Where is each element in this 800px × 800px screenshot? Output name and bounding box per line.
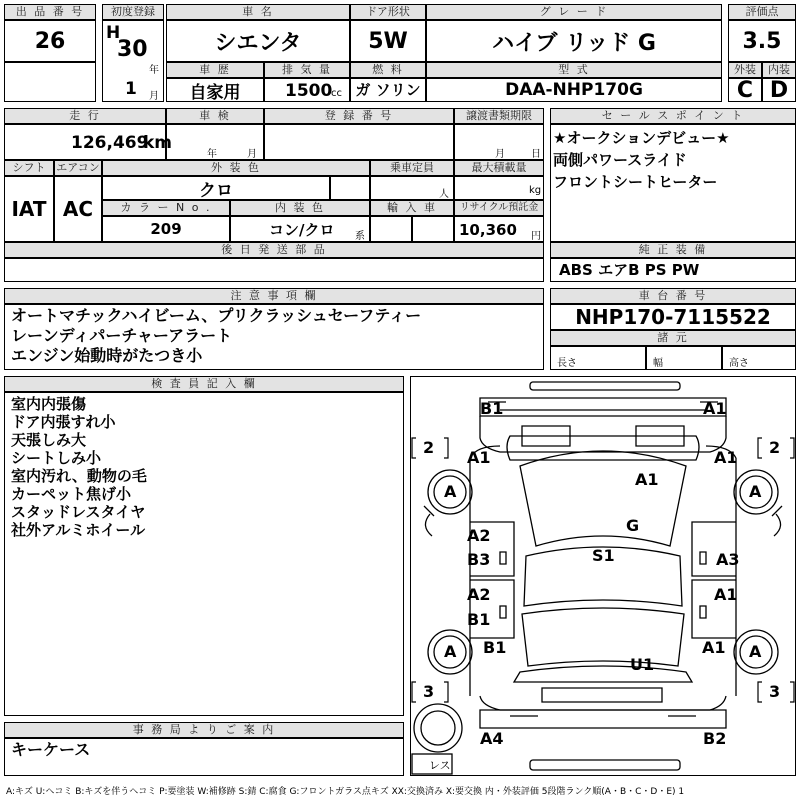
mark-wheel-fl: A — [444, 482, 457, 501]
note-item: オートマチックハイビーム、プリクラッシュセーフティー — [11, 306, 422, 325]
mark-rear-left: A4 — [480, 729, 504, 748]
era: H — [106, 23, 121, 43]
exterior-color-label: 外 装 色 — [102, 160, 370, 176]
transfer-deadline-cell — [454, 124, 544, 160]
inspector-note-item: 社外アルミホイール — [11, 521, 146, 539]
mark-wheel-rl: A — [444, 642, 457, 661]
door-type: 5W — [350, 20, 426, 62]
inspector-notes-label: 検 査 員 記 入 欄 — [4, 376, 404, 392]
sales-point-item: ★オークションデビュー★ — [553, 129, 730, 147]
mark-door-rl-a: A2 — [467, 585, 491, 604]
recycle-cell — [454, 216, 544, 242]
bracket-rear-right: 3 — [769, 682, 781, 701]
mark-door-fr: A3 — [716, 550, 740, 569]
displacement-cell — [264, 78, 350, 102]
mark-hood: A1 — [635, 470, 659, 489]
mark-fender-right: A1 — [714, 448, 738, 467]
shift-label: シフト — [4, 160, 54, 176]
width-cell — [646, 346, 722, 370]
inspector-notes — [4, 392, 404, 716]
lot-label: 出 品 番 号 — [4, 4, 96, 20]
registration-number — [264, 124, 454, 160]
inspector-note-item: カーペット焦げ小 — [11, 485, 132, 503]
interior-color-unit: 系 — [355, 231, 365, 242]
import-right — [412, 216, 454, 242]
length-label: 長さ — [557, 358, 577, 369]
chassis-number: NHP170-7115522 — [550, 304, 796, 330]
grade-label: グ レ ー ド — [426, 4, 722, 20]
mark-fender-left: A1 — [467, 448, 491, 467]
spare-tire-label: レス — [429, 759, 451, 772]
exterior-grade-label: 外装 — [728, 62, 762, 78]
inspection-month-unit: 月 — [247, 149, 257, 160]
height-label: 高さ — [729, 358, 749, 369]
inspection-year-unit: 年 — [207, 149, 217, 160]
interior-grade: D — [762, 78, 796, 102]
shift: IAT — [4, 176, 54, 242]
max-load-label: 最大積載量 — [454, 160, 544, 176]
interior-color: コン/クロ — [269, 221, 335, 239]
month-unit: 月 — [149, 91, 159, 102]
mark-rear: U1 — [630, 655, 655, 674]
registration-number-label: 登 録 番 号 — [264, 108, 454, 124]
notes — [4, 304, 544, 370]
mark-quarter-right: A1 — [702, 638, 726, 657]
bracket-front-left: 2 — [423, 438, 435, 457]
mileage-unit: km — [143, 133, 173, 153]
length-cell — [550, 346, 646, 370]
max-load-unit: kg — [529, 185, 542, 196]
office-note: キーケース — [4, 738, 404, 776]
note-item: レーンディパーチャーアラート — [11, 326, 233, 345]
recycle-deposit: 10,360 — [459, 221, 517, 239]
aircon: AC — [54, 176, 102, 242]
mark-door-rr: A1 — [714, 585, 738, 604]
sales-points-label: セ ー ル ス ポ イ ン ト — [550, 108, 796, 124]
color-number-label: カ ラ ー N o . — [102, 200, 230, 216]
import-left — [370, 216, 412, 242]
displacement-unit: cc — [331, 88, 342, 99]
exterior-color-sub — [330, 176, 370, 200]
lot-number: 26 — [4, 20, 96, 62]
max-load-cell — [454, 176, 544, 200]
history: 自家用 — [166, 78, 264, 102]
transfer-deadline-label: 譲渡書類期限 — [454, 108, 544, 124]
transfer-month-unit: 月 — [495, 149, 505, 160]
interior-grade-label: 内装 — [762, 62, 796, 78]
aircon-label: エアコン — [54, 160, 102, 176]
car-name: シエンタ — [166, 20, 350, 62]
interior-color-label: 内 装 色 — [230, 200, 370, 216]
sales-point-item: フロントシートヒーター — [553, 173, 718, 191]
car-name-label: 車 名 — [166, 4, 350, 20]
sales-points — [550, 124, 796, 242]
dimensions-label: 諸 元 — [550, 330, 796, 346]
recycle-label: リサイクル預託金 — [454, 200, 544, 216]
width-label: 幅 — [653, 358, 663, 369]
model-label: 型 式 — [426, 62, 722, 78]
later-parts-label: 後 日 発 送 部 品 — [4, 242, 544, 258]
registration-year: 30 — [117, 37, 148, 62]
inspector-note-item: 天張しみ大 — [11, 431, 87, 449]
note-item: エンジン始動時がたつき小 — [11, 346, 203, 365]
inspection-cell — [166, 124, 264, 160]
transfer-day-unit: 日 — [531, 149, 541, 160]
first-registration-label: 初度登録 — [102, 4, 164, 20]
inspector-note-item: 室内汚れ、動物の毛 — [11, 467, 147, 485]
color-number: 209 — [102, 216, 230, 242]
car-diagram — [410, 376, 796, 776]
office-note-label: 事 務 局 よ り ご 案 内 — [4, 722, 404, 738]
capacity-cell — [370, 176, 454, 200]
model: DAA-NHP170G — [426, 78, 722, 102]
score-label: 評価点 — [728, 4, 796, 20]
mark-roof: S1 — [592, 546, 615, 565]
inspector-note-item: スタッドレスタイヤ — [11, 503, 146, 521]
chassis-number-label: 車 台 番 号 — [550, 288, 796, 304]
mileage: 126,469 — [71, 133, 149, 153]
displacement-label: 排 気 量 — [264, 62, 350, 78]
damage-legend: A:キズ U:ヘコミ B:キズを伴うヘコミ P:要塗装 W:補修跡 S:錆 C:腐食 G:フロントガラス点キズ XX:交換済み X:要交換 内・外装評価 5段階ランク順(A・B・C・D・E) 1 — [6, 787, 685, 797]
mark-front-right: A1 — [703, 399, 727, 418]
exterior-color: クロ — [102, 176, 330, 200]
mark-door-rl-b: B1 — [467, 610, 491, 629]
registration-month: 1 — [125, 79, 137, 99]
bracket-rear-left: 3 — [423, 682, 435, 701]
interior-color-cell — [230, 216, 370, 242]
mark-wheel-rr: A — [749, 642, 762, 661]
first-registration — [102, 20, 164, 102]
notes-label: 注 意 事 項 欄 — [4, 288, 544, 304]
mark-front-left: B1 — [480, 399, 504, 418]
inspector-note-item: ドア内張すれ小 — [11, 413, 116, 431]
door-label: ドア形状 — [350, 4, 426, 20]
later-parts — [4, 258, 544, 282]
mileage-label: 走 行 — [4, 108, 166, 124]
score: 3.5 — [728, 20, 796, 62]
fuel-label: 燃 料 — [350, 62, 426, 78]
mark-door-fl-a: A2 — [467, 526, 491, 545]
mileage-cell — [4, 124, 173, 160]
capacity-label: 乗車定員 — [370, 160, 454, 176]
history-label: 車 歴 — [166, 62, 264, 78]
inspection-label: 車 検 — [166, 108, 264, 124]
mark-rear-right: B2 — [703, 729, 727, 748]
genuine-equipment: ABS エアB PS PW — [550, 258, 796, 282]
inspector-note-item: シートしみ小 — [11, 449, 102, 467]
exterior-grade: C — [728, 78, 762, 102]
grade: ハイブ リッド G — [426, 20, 722, 62]
lot-blank — [4, 62, 96, 102]
fuel: ガ ソリン — [350, 78, 426, 102]
mark-quarter-left: B1 — [483, 638, 507, 657]
genuine-equipment-label: 純 正 装 備 — [550, 242, 796, 258]
recycle-unit: 円 — [531, 231, 541, 242]
mark-door-fl-b: B3 — [467, 550, 491, 569]
import-label: 輸 入 車 — [370, 200, 454, 216]
height-cell — [722, 346, 796, 370]
sales-point-item: 両側パワースライド — [553, 151, 687, 169]
bracket-front-right: 2 — [769, 438, 781, 457]
inspector-note-item: 室内内張傷 — [11, 395, 87, 413]
capacity-unit: 人 — [439, 189, 449, 200]
year-unit: 年 — [149, 65, 159, 76]
mark-windshield: G — [626, 516, 640, 535]
mark-wheel-fr: A — [749, 482, 762, 501]
displacement: 1500 — [285, 81, 333, 101]
